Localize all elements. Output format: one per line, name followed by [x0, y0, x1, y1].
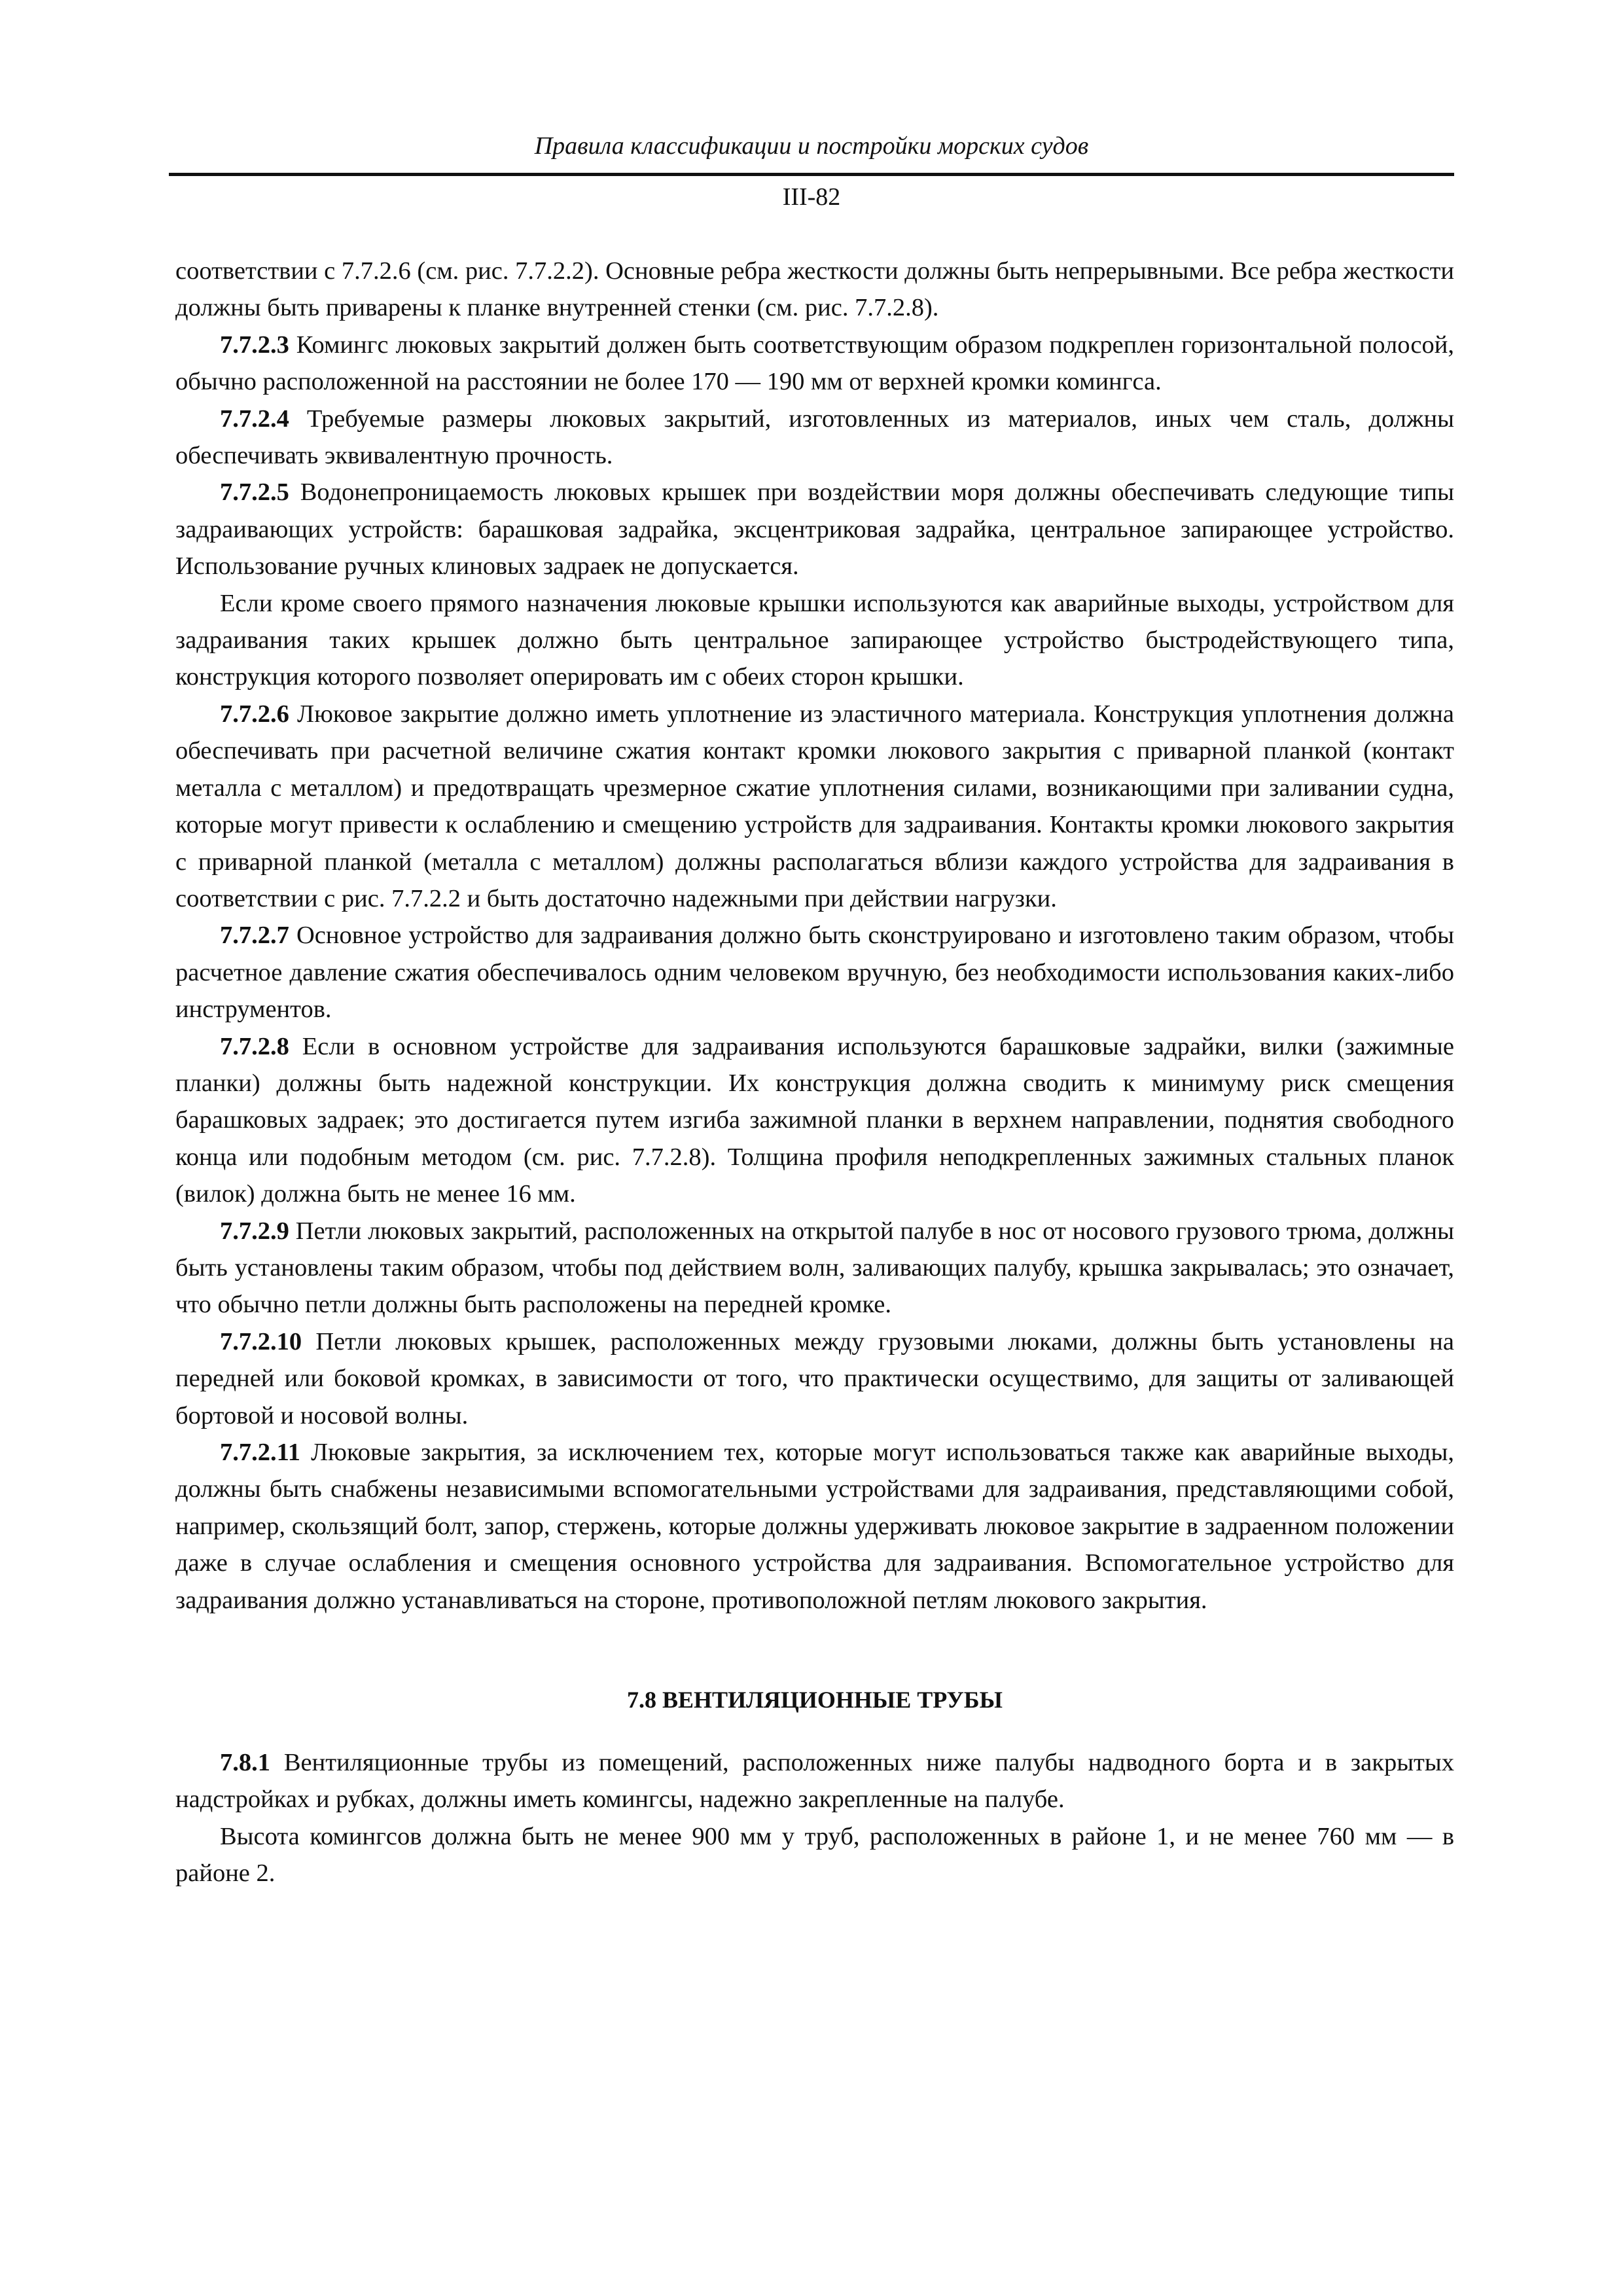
clause-7-7-2-11: 7.7.2.11 Люковые закрытия, за исключением тех, которые могут использоваться также как аварийные выходы, должны быть снабжены независимыми вспомогательными устройствами для задраивания, представляющими собой, например, скользящий болт, запор, стержень, которые должны удерживать люковое закрытие в задраенном положении даже в случае ослабления и смещения основного устройства для задраивания. Вспомогательное устройство для задраивания должно устанавливаться на стороне, противоположной петлям люкового закрытия.: [175, 1439, 1454, 1614]
clause-7-7-2-5: 7.7.2.5 Водонепроницаемость люковых крышек при воздействии моря должны обеспечивать следующие типы задраивающих устройств: барашковая задрайка, эксцентриковая задрайка, центральное запирающее устройство. Использование ручных клиновых задраек не допускается.: [175, 478, 1454, 581]
header-divider: [169, 173, 1454, 176]
clause-number: 7.7.2.11: [220, 1439, 301, 1466]
clause-number: 7.7.2.4: [220, 404, 289, 433]
section-heading: 7.8 ВЕНТИЛЯЦИОННЫЕ ТРУБЫ: [627, 1687, 1003, 1713]
clause-number: 7.7.2.7: [220, 922, 289, 950]
clause-number: 7.7.2.10: [220, 1327, 302, 1355]
clause-number: 7.7.2.5: [220, 478, 289, 507]
clause-7-7-2-9: 7.7.2.9 Петли люковых закрытий, расположенных на открытой палубе в нос от носового грузового трюма, должны быть установлены таким образом, чтобы под действием волн, заливающих палубу, крышка закрывалась; это означает, что обычно петли должны быть расположены на передней кромке.: [175, 1217, 1454, 1319]
clause-number: 7.7.2.6: [220, 700, 289, 728]
clause-7-8-1: 7.8.1 Вентиляционные трубы из помещений, расположенных ниже палубы надводного борта и в закрытых надстройках и рубках, должны иметь комингсы, надежно закрепленные на палубе.: [175, 1749, 1454, 1814]
clause-7-7-2-8: 7.7.2.8 Если в основном устройстве для задраивания используются барашковые задрайки, вилки (зажимные планки) должны быть надежной конструкции. Их конструкция должна сводить к минимуму риск смещения барашковых задраек; это достигается путем изгиба зажимной планки в верхнем направлении, поднятия свободного конца или подобным методом (см. рис. 7.7.2.8). Толщина профиля неподкрепленных зажимных стальных планок (вилок) должна быть не менее 16 мм.: [175, 1032, 1454, 1208]
clause-7-7-2-7: 7.7.2.7 Основное устройство для задраивания должно быть сконструировано и изготовлено таким образом, чтобы расчетное давление сжатия обеспечивалось одним человеком вручную, без необходимости использования каких-либо инструментов.: [175, 922, 1454, 1024]
clause-7-7-2-6: 7.7.2.6 Люковое закрытие должно иметь уплотнение из эластичного материала. Конструкция уплотнения должна обеспечивать при расчетной величине сжатия контакт кромки люкового закрытия с приварной планкой (контакт металла с металлом) и предотвращать чрезмерное сжатие уплотнения силами, возникающими при заливании судна, которые могут привести к ослаблению и смещению устройств для задраивания. Контакты кромки люкового закрытия с приварной планкой (металла с металлом) должны располагаться вблизи каждого устройства для задраивания в соответствии с рис. 7.7.2.2 и быть достаточно надежными при действии нагрузки.: [175, 700, 1454, 912]
clause-number: 7.7.2.3: [220, 331, 289, 359]
paragraph-continuation: соответствии с 7.7.2.6 (см. рис. 7.7.2.2). Основные ребра жесткости должны быть непрерывными. Все ребра жесткости должны быть приварены к планке внутренней стенки (см. рис. 7.7.2.8).: [175, 257, 1454, 322]
body-text: [175, 253, 1454, 1892]
paragraph-emergency-exits: Если кроме своего прямого назначения люковые крышки используются как аварийные выходы, устройством для задраивания таких крышек должно быть центральное запирающее устройство быстродействующего типа, конструкция которого позволяет оперировать им с обеих сторон крышки.: [175, 589, 1454, 691]
clause-number: 7.7.2.8: [220, 1032, 289, 1060]
clause-number: 7.7.2.9: [220, 1217, 289, 1245]
clause-number: 7.8.1: [220, 1749, 270, 1777]
clause-7-7-2-10: 7.7.2.10 Петли люковых крышек, расположенных между грузовыми люками, должны быть установлены на передней или боковой кромках, в зависимости от того, что практически осуществимо, для защиты от заливающей бортовой и носовой волны.: [175, 1327, 1454, 1429]
clause-7-7-2-3: 7.7.2.3 Комингс люковых закрытий должен быть соответствующим образом подкреплен горизонтальной полосой, обычно расположенной на расстоянии не более 170 — 190 мм от верхней кромки комингса.: [175, 331, 1454, 396]
running-header-title: Правила классификации и постройки морских судов: [534, 132, 1089, 160]
clause-7-7-2-4: 7.7.2.4 Требуемые размеры люковых закрытий, изготовленных из материалов, иных чем сталь, должны обеспечивать эквивалентную прочность.: [175, 404, 1454, 470]
paragraph-coaming-height: Высота комингсов должна быть не менее 900 мм у труб, расположенных в районе 1, и не менее 760 мм — в районе 2.: [175, 1822, 1454, 1888]
page-number: III-82: [782, 183, 841, 211]
